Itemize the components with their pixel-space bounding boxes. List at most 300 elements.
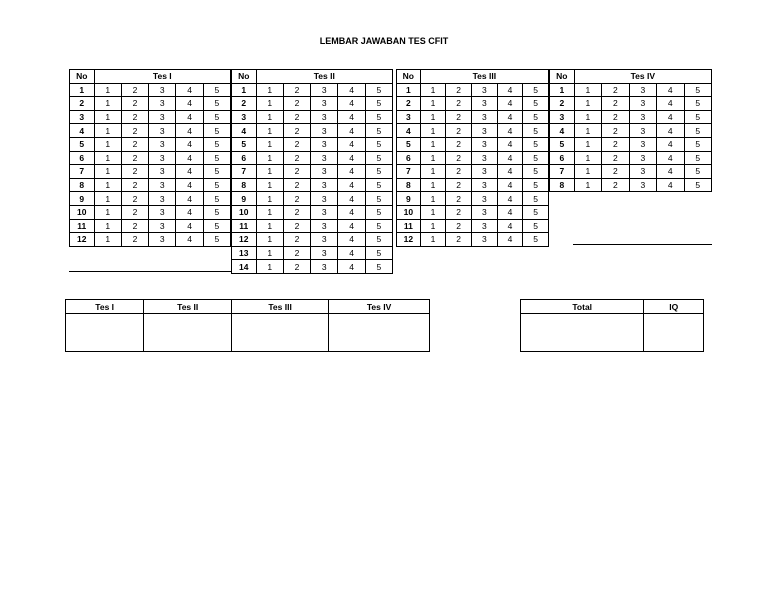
answer-option[interactable]: 5 xyxy=(203,178,230,192)
answer-option[interactable]: 2 xyxy=(446,97,472,111)
answer-option[interactable]: 4 xyxy=(497,165,523,179)
answer-option[interactable]: 1 xyxy=(420,219,446,233)
question-number: 11 xyxy=(397,219,421,233)
question-number: 10 xyxy=(70,205,95,219)
question-row xyxy=(70,151,231,165)
answer-option[interactable]: 1 xyxy=(256,151,283,165)
answer-option[interactable]: 4 xyxy=(338,110,365,124)
answer-option[interactable]: 4 xyxy=(338,137,365,151)
summary-header: Tes II xyxy=(144,300,232,314)
answer-option[interactable]: 1 xyxy=(420,110,446,124)
answer-option[interactable]: 3 xyxy=(149,233,176,247)
answer-option[interactable]: 5 xyxy=(365,137,392,151)
answer-option[interactable]: 5 xyxy=(523,137,549,151)
question-number: 5 xyxy=(232,137,257,151)
score-cell-tes-1[interactable] xyxy=(66,314,144,352)
answer-option[interactable]: 2 xyxy=(446,219,472,233)
answer-option[interactable]: 4 xyxy=(657,178,684,192)
answer-option[interactable]: 5 xyxy=(523,219,549,233)
answer-option[interactable]: 5 xyxy=(523,83,549,97)
answer-option[interactable]: 4 xyxy=(497,124,523,138)
question-number: 6 xyxy=(70,151,95,165)
question-number: 10 xyxy=(232,205,257,219)
answer-option[interactable]: 3 xyxy=(149,83,176,97)
answer-option[interactable]: 5 xyxy=(523,165,549,179)
answer-option[interactable]: 5 xyxy=(365,219,392,233)
answer-option[interactable]: 1 xyxy=(256,246,283,260)
answer-option[interactable]: 3 xyxy=(311,151,338,165)
answer-option[interactable]: 3 xyxy=(629,178,656,192)
answer-option[interactable]: 4 xyxy=(497,233,523,247)
question-row xyxy=(232,178,393,192)
question-row xyxy=(397,97,549,111)
answer-option[interactable]: 1 xyxy=(94,83,121,97)
question-row xyxy=(397,192,549,206)
answer-option[interactable]: 1 xyxy=(574,110,601,124)
answer-option[interactable]: 5 xyxy=(684,124,712,138)
answer-option[interactable]: 4 xyxy=(338,233,365,247)
no-header: No xyxy=(550,70,575,84)
answer-option[interactable]: 4 xyxy=(176,178,203,192)
answer-option[interactable]: 1 xyxy=(94,165,121,179)
question-number: 4 xyxy=(550,124,575,138)
question-row xyxy=(232,97,393,111)
answer-option[interactable]: 1 xyxy=(574,151,601,165)
answer-option[interactable]: 4 xyxy=(176,83,203,97)
question-number: 11 xyxy=(232,219,257,233)
answer-option[interactable]: 1 xyxy=(94,137,121,151)
answer-option[interactable]: 3 xyxy=(149,165,176,179)
answer-option[interactable]: 1 xyxy=(94,178,121,192)
answer-option[interactable]: 1 xyxy=(256,124,283,138)
answer-option[interactable]: 4 xyxy=(497,83,523,97)
answer-option[interactable]: 1 xyxy=(420,97,446,111)
answer-option[interactable]: 1 xyxy=(256,192,283,206)
answer-option[interactable]: 2 xyxy=(602,178,629,192)
question-number: 7 xyxy=(232,165,257,179)
question-row xyxy=(397,137,549,151)
answer-option[interactable]: 2 xyxy=(446,151,472,165)
answer-option[interactable]: 5 xyxy=(365,233,392,247)
question-row xyxy=(70,124,231,138)
question-row xyxy=(550,151,712,165)
answer-option[interactable]: 3 xyxy=(629,151,656,165)
answer-option[interactable]: 4 xyxy=(176,97,203,111)
question-number: 6 xyxy=(232,151,257,165)
answer-option[interactable]: 4 xyxy=(657,110,684,124)
answer-option[interactable]: 5 xyxy=(365,260,392,274)
answer-option[interactable]: 1 xyxy=(420,192,446,206)
question-number: 2 xyxy=(550,97,575,111)
question-row xyxy=(232,205,393,219)
answer-option[interactable]: 4 xyxy=(176,165,203,179)
answer-option[interactable]: 3 xyxy=(629,83,656,97)
answer-option[interactable]: 4 xyxy=(497,205,523,219)
answer-option[interactable]: 2 xyxy=(602,124,629,138)
answer-option[interactable]: 4 xyxy=(338,165,365,179)
answer-option[interactable]: 1 xyxy=(94,97,121,111)
question-row xyxy=(70,192,231,206)
answer-option[interactable]: 5 xyxy=(365,192,392,206)
answer-option[interactable]: 1 xyxy=(420,151,446,165)
answer-option[interactable]: 4 xyxy=(657,83,684,97)
answer-option[interactable]: 5 xyxy=(523,151,549,165)
answer-option[interactable]: 3 xyxy=(149,137,176,151)
answer-option[interactable]: 3 xyxy=(311,124,338,138)
answer-option[interactable]: 1 xyxy=(420,137,446,151)
answer-option[interactable]: 1 xyxy=(94,233,121,247)
answer-option[interactable]: 3 xyxy=(149,219,176,233)
answer-option[interactable]: 1 xyxy=(94,192,121,206)
answer-option[interactable]: 3 xyxy=(149,178,176,192)
answer-option[interactable]: 3 xyxy=(149,192,176,206)
answer-option[interactable]: 5 xyxy=(365,151,392,165)
answer-option[interactable]: 5 xyxy=(523,110,549,124)
answer-option[interactable]: 4 xyxy=(657,165,684,179)
answer-option[interactable]: 4 xyxy=(176,110,203,124)
question-row xyxy=(232,83,393,97)
answer-option[interactable]: 1 xyxy=(256,178,283,192)
answer-option[interactable]: 2 xyxy=(121,110,148,124)
question-number: 8 xyxy=(232,178,257,192)
answer-option[interactable]: 2 xyxy=(121,124,148,138)
question-number: 12 xyxy=(70,233,95,247)
answer-option[interactable]: 3 xyxy=(311,260,338,274)
answer-option[interactable]: 5 xyxy=(684,165,712,179)
answer-option[interactable]: 3 xyxy=(471,151,497,165)
answer-option[interactable]: 3 xyxy=(629,97,656,111)
answer-option[interactable]: 3 xyxy=(311,219,338,233)
answer-option[interactable]: 2 xyxy=(602,110,629,124)
answer-option[interactable]: 1 xyxy=(420,233,446,247)
answer-option[interactable]: 4 xyxy=(176,205,203,219)
answer-option[interactable]: 1 xyxy=(574,165,601,179)
answer-option[interactable]: 4 xyxy=(176,192,203,206)
question-row xyxy=(232,110,393,124)
answer-option[interactable]: 2 xyxy=(602,151,629,165)
question-number: 4 xyxy=(70,124,95,138)
answer-option[interactable]: 3 xyxy=(471,83,497,97)
answer-option[interactable]: 4 xyxy=(497,178,523,192)
answer-option[interactable]: 5 xyxy=(365,178,392,192)
answer-option[interactable]: 4 xyxy=(657,151,684,165)
question-row xyxy=(550,124,712,138)
answer-option[interactable]: 5 xyxy=(684,97,712,111)
question-row xyxy=(70,137,231,151)
summary-header: Tes I xyxy=(66,300,144,314)
answer-option[interactable]: 2 xyxy=(121,165,148,179)
answer-option[interactable]: 5 xyxy=(203,137,230,151)
answer-option[interactable]: 3 xyxy=(311,192,338,206)
question-row xyxy=(397,205,549,219)
answer-option[interactable]: 1 xyxy=(256,137,283,151)
answer-option[interactable]: 2 xyxy=(121,205,148,219)
answer-option[interactable]: 1 xyxy=(420,124,446,138)
answer-option[interactable]: 5 xyxy=(365,246,392,260)
question-row xyxy=(397,110,549,124)
answer-option[interactable]: 1 xyxy=(256,233,283,247)
answer-option[interactable]: 2 xyxy=(121,219,148,233)
answer-option[interactable]: 3 xyxy=(311,110,338,124)
answer-option[interactable]: 4 xyxy=(497,219,523,233)
answer-option[interactable]: 1 xyxy=(94,205,121,219)
answer-option[interactable]: 4 xyxy=(338,124,365,138)
question-row xyxy=(232,137,393,151)
answer-option[interactable]: 4 xyxy=(657,124,684,138)
answer-option[interactable]: 5 xyxy=(523,97,549,111)
answer-option[interactable]: 3 xyxy=(311,205,338,219)
answer-option[interactable]: 2 xyxy=(446,137,472,151)
answer-option[interactable]: 2 xyxy=(446,124,472,138)
question-row xyxy=(232,124,393,138)
answer-table-tes-3 xyxy=(396,69,549,247)
answer-option[interactable]: 3 xyxy=(471,219,497,233)
answer-option[interactable]: 2 xyxy=(446,205,472,219)
answer-option[interactable]: 2 xyxy=(283,151,310,165)
answer-option[interactable]: 1 xyxy=(420,83,446,97)
answer-option[interactable]: 4 xyxy=(176,124,203,138)
answer-option[interactable]: 1 xyxy=(420,165,446,179)
answer-option[interactable]: 3 xyxy=(471,124,497,138)
answer-option[interactable]: 5 xyxy=(684,110,712,124)
answer-option[interactable]: 3 xyxy=(311,137,338,151)
answer-option[interactable]: 4 xyxy=(176,137,203,151)
question-row xyxy=(397,165,549,179)
answer-option[interactable]: 5 xyxy=(365,205,392,219)
question-row xyxy=(550,97,712,111)
answer-option[interactable]: 3 xyxy=(311,233,338,247)
iq-cell[interactable] xyxy=(644,314,704,352)
answer-option[interactable]: 4 xyxy=(176,151,203,165)
answer-option[interactable]: 5 xyxy=(203,165,230,179)
answer-option[interactable]: 4 xyxy=(497,151,523,165)
answer-option[interactable]: 1 xyxy=(94,110,121,124)
answer-option[interactable]: 5 xyxy=(203,83,230,97)
answer-option[interactable]: 5 xyxy=(684,83,712,97)
answer-option[interactable]: 5 xyxy=(203,97,230,111)
answer-option[interactable]: 2 xyxy=(283,137,310,151)
question-number: 8 xyxy=(397,178,421,192)
answer-option[interactable]: 2 xyxy=(446,192,472,206)
answer-option[interactable]: 5 xyxy=(523,233,549,247)
question-number: 7 xyxy=(70,165,95,179)
answer-option[interactable]: 5 xyxy=(365,97,392,111)
answer-option[interactable]: 5 xyxy=(523,178,549,192)
answer-option[interactable]: 1 xyxy=(574,137,601,151)
answer-option[interactable]: 3 xyxy=(149,205,176,219)
answer-option[interactable]: 4 xyxy=(338,246,365,260)
test-header: Tes IV xyxy=(574,70,711,84)
answer-option[interactable]: 2 xyxy=(602,83,629,97)
answer-option[interactable]: 3 xyxy=(629,110,656,124)
answer-option[interactable]: 4 xyxy=(657,137,684,151)
answer-option[interactable]: 2 xyxy=(602,165,629,179)
answer-option[interactable]: 1 xyxy=(256,165,283,179)
answer-option[interactable]: 1 xyxy=(420,178,446,192)
question-number: 1 xyxy=(70,83,95,97)
answer-option[interactable]: 3 xyxy=(311,165,338,179)
answer-option[interactable]: 2 xyxy=(121,233,148,247)
answer-option[interactable]: 4 xyxy=(338,97,365,111)
test-header: Tes I xyxy=(94,70,230,84)
question-number: 3 xyxy=(397,110,421,124)
answer-option[interactable]: 3 xyxy=(149,151,176,165)
answer-option[interactable]: 5 xyxy=(203,192,230,206)
answer-option[interactable]: 2 xyxy=(283,246,310,260)
answer-option[interactable]: 2 xyxy=(283,178,310,192)
answer-option[interactable]: 1 xyxy=(574,97,601,111)
answer-option[interactable]: 2 xyxy=(283,97,310,111)
answer-option[interactable]: 4 xyxy=(176,219,203,233)
answer-option[interactable]: 5 xyxy=(203,110,230,124)
answer-option[interactable]: 4 xyxy=(338,260,365,274)
answer-option[interactable]: 3 xyxy=(149,110,176,124)
answer-option[interactable]: 2 xyxy=(283,205,310,219)
summary-header: Tes III xyxy=(232,300,329,314)
answer-option[interactable]: 2 xyxy=(446,83,472,97)
test-header: Tes II xyxy=(256,70,392,84)
answer-option[interactable]: 5 xyxy=(365,83,392,97)
question-row xyxy=(232,151,393,165)
answer-option[interactable]: 2 xyxy=(602,97,629,111)
answer-option[interactable]: 2 xyxy=(121,97,148,111)
question-number: 7 xyxy=(550,165,575,179)
answer-option[interactable]: 3 xyxy=(471,165,497,179)
question-number: 8 xyxy=(550,178,575,192)
answer-option[interactable]: 2 xyxy=(283,219,310,233)
answer-option[interactable]: 5 xyxy=(523,192,549,206)
answer-option[interactable]: 4 xyxy=(657,97,684,111)
answer-option[interactable]: 1 xyxy=(256,97,283,111)
answer-option[interactable]: 3 xyxy=(311,178,338,192)
answer-option[interactable]: 3 xyxy=(311,97,338,111)
question-row xyxy=(397,233,549,247)
answer-option[interactable]: 3 xyxy=(149,97,176,111)
answer-option[interactable]: 5 xyxy=(203,219,230,233)
answer-option[interactable]: 5 xyxy=(684,151,712,165)
question-row xyxy=(397,151,549,165)
question-number: 1 xyxy=(397,83,421,97)
answer-option[interactable]: 4 xyxy=(338,178,365,192)
answer-option[interactable]: 2 xyxy=(121,137,148,151)
answer-option[interactable]: 4 xyxy=(497,192,523,206)
answer-option[interactable]: 5 xyxy=(203,205,230,219)
answer-option[interactable]: 3 xyxy=(471,205,497,219)
question-row xyxy=(397,178,549,192)
answer-option[interactable]: 5 xyxy=(684,137,712,151)
score-cell-tes-3[interactable] xyxy=(232,314,329,352)
answer-option[interactable]: 1 xyxy=(574,83,601,97)
answer-option[interactable]: 3 xyxy=(311,83,338,97)
answer-option[interactable]: 2 xyxy=(121,83,148,97)
question-row xyxy=(232,260,393,274)
question-number: 5 xyxy=(70,137,95,151)
answer-option[interactable]: 5 xyxy=(203,233,230,247)
answer-option[interactable]: 5 xyxy=(523,124,549,138)
answer-option[interactable]: 1 xyxy=(256,205,283,219)
answer-option[interactable]: 3 xyxy=(471,233,497,247)
answer-option[interactable]: 1 xyxy=(94,124,121,138)
question-number: 6 xyxy=(397,151,421,165)
answer-option[interactable]: 4 xyxy=(338,192,365,206)
answer-option[interactable]: 3 xyxy=(149,124,176,138)
answer-option[interactable]: 4 xyxy=(338,151,365,165)
answer-option[interactable]: 4 xyxy=(176,233,203,247)
answer-option[interactable]: 4 xyxy=(338,83,365,97)
answer-option[interactable]: 1 xyxy=(256,110,283,124)
answer-option[interactable]: 4 xyxy=(338,219,365,233)
answer-option[interactable]: 2 xyxy=(283,260,310,274)
answer-option[interactable]: 3 xyxy=(629,165,656,179)
page-title: LEMBAR JAWABAN TES CFIT xyxy=(319,36,449,46)
answer-option[interactable]: 3 xyxy=(629,137,656,151)
summary-total-table xyxy=(520,299,704,352)
answer-option[interactable]: 5 xyxy=(365,124,392,138)
answer-option[interactable]: 1 xyxy=(256,260,283,274)
answer-option[interactable]: 2 xyxy=(121,178,148,192)
answer-option[interactable]: 5 xyxy=(523,205,549,219)
answer-table-tes-1 xyxy=(69,69,231,247)
answer-option[interactable]: 1 xyxy=(574,178,601,192)
answer-option[interactable]: 2 xyxy=(602,137,629,151)
answer-option[interactable]: 3 xyxy=(471,110,497,124)
answer-option[interactable]: 1 xyxy=(420,205,446,219)
answer-option[interactable]: 2 xyxy=(283,124,310,138)
score-cell-tes-2[interactable] xyxy=(144,314,232,352)
answer-option[interactable]: 2 xyxy=(283,192,310,206)
answer-option[interactable]: 2 xyxy=(446,110,472,124)
answer-option[interactable]: 3 xyxy=(311,246,338,260)
answer-option[interactable]: 2 xyxy=(283,165,310,179)
answer-option[interactable]: 3 xyxy=(471,192,497,206)
score-cell-tes-4[interactable] xyxy=(329,314,430,352)
answer-option[interactable]: 1 xyxy=(256,219,283,233)
answer-option[interactable]: 2 xyxy=(283,233,310,247)
answer-option[interactable]: 3 xyxy=(471,137,497,151)
answer-table-tes-4 xyxy=(549,69,712,192)
question-number: 12 xyxy=(397,233,421,247)
answer-option[interactable]: 2 xyxy=(121,151,148,165)
answer-option[interactable]: 4 xyxy=(338,205,365,219)
answer-option[interactable]: 4 xyxy=(497,110,523,124)
answer-option[interactable]: 1 xyxy=(94,219,121,233)
answer-option[interactable]: 1 xyxy=(94,151,121,165)
answer-option[interactable]: 5 xyxy=(203,124,230,138)
total-cell[interactable] xyxy=(521,314,644,352)
answer-option[interactable]: 5 xyxy=(365,165,392,179)
answer-option[interactable]: 2 xyxy=(121,192,148,206)
answer-option[interactable]: 4 xyxy=(497,97,523,111)
question-row xyxy=(550,165,712,179)
answer-option[interactable]: 2 xyxy=(283,110,310,124)
answer-option[interactable]: 5 xyxy=(365,110,392,124)
question-row xyxy=(550,137,712,151)
answer-option[interactable]: 2 xyxy=(283,83,310,97)
answer-option[interactable]: 4 xyxy=(497,137,523,151)
answer-option[interactable]: 1 xyxy=(256,83,283,97)
answer-option[interactable]: 2 xyxy=(446,233,472,247)
answer-option[interactable]: 5 xyxy=(203,151,230,165)
answer-option[interactable]: 2 xyxy=(446,178,472,192)
answer-option[interactable]: 3 xyxy=(471,178,497,192)
answer-option[interactable]: 3 xyxy=(471,97,497,111)
answer-option[interactable]: 3 xyxy=(629,124,656,138)
answer-option[interactable]: 5 xyxy=(684,178,712,192)
answer-option[interactable]: 1 xyxy=(574,124,601,138)
answer-option[interactable]: 2 xyxy=(446,165,472,179)
question-row xyxy=(70,110,231,124)
question-row xyxy=(70,205,231,219)
